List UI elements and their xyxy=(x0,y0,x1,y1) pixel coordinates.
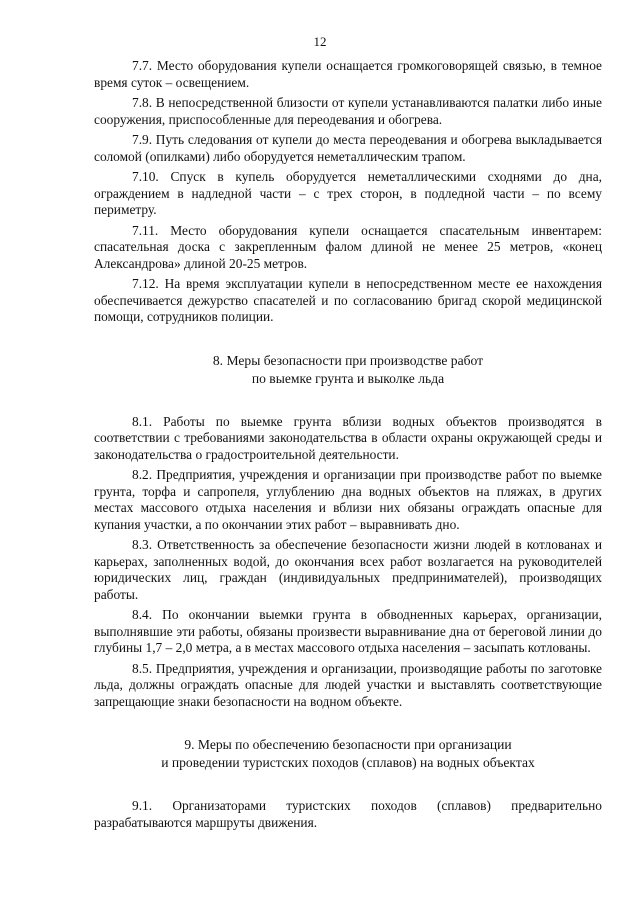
section-8-heading-line-1: 8. Меры безопасности при производстве работ xyxy=(212,352,484,368)
paragraph-7-10: 7.10. Спуск в купель оборудуется неметаллическими сходнями до дна, ограждением в надледной части – с трех сторон, в подледной части – по всему периметру. xyxy=(94,169,602,217)
section-8-heading-line-2: по выемке грунта и выколке льда xyxy=(251,370,445,386)
paragraph-7-9: 7.9. Путь следования от купели до места переодевания и обогрева выкладывается соломой (опилками) либо оборудуется неметаллическим трапом. xyxy=(94,132,602,164)
paragraph-7-7: 7.7. Место оборудования купели оснащается громкоговорящей связью, в темное время суток – освещением. xyxy=(94,58,602,90)
paragraph-8-1: 8.1. Работы по выемке грунта вблизи водных объектов производятся в соответствии с требованиями законодательства в области охраны окружающей среды и законодательства о градостроительной деятельности. xyxy=(94,413,602,462)
paragraph-7-8: 7.8. В непосредственной близости от купели устанавливаются палатки либо иные сооружения, приспособленные для переодевания и обогрева. xyxy=(94,95,602,127)
paragraph-8-2: 8.2. Предприятия, учреждения и организации при производстве работ по выемке грунта, торфа и сапропеля, углублению дна водных объектов на пляжах, в других местах массового отдыха населения и вблизи них обязаны ограждать опасные для купания участки, а по окончании этих работ – выравнивать дно. xyxy=(94,467,602,532)
page-number: 12 xyxy=(313,34,327,49)
section-9-heading-line-2: и проведении туристских походов (сплавов) на водных объектах xyxy=(161,755,535,770)
section-8-heading xyxy=(94,352,602,388)
paragraph-7-11: 7.11. Место оборудования купели оснащается спасательным инвентарем: спасательная доска с закрепленным фалом длиной не менее 25 метров, «конец Александрова» длиной 20-25 метров. xyxy=(94,222,602,271)
document-body xyxy=(94,58,602,835)
section-9-heading xyxy=(94,736,602,772)
paragraph-8-3: 8.3. Ответственность за обеспечение безопасности жизни людей в котлованах и карьерах, заполненных водой, до окончания всех работ возлагается на руководителей юридических лиц, граждан (индивидуальных предпринимателей), производящих работы. xyxy=(94,537,602,602)
section-9-heading-line-1: 9. Меры по обеспечению безопасности при организации xyxy=(184,737,512,752)
paragraph-8-4: 8.4. По окончании выемки грунта в обводненных карьерах, организации, выполнявшие эти работы, обязаны произвести выравнивание дна от береговой линии до глубины 1,7 – 2,0 метра, а в местах массового отдыха населения – засыпать котлованы. xyxy=(94,607,602,655)
paragraph-7-12: 7.12. На время эксплуатации купели в непосредственном месте ее нахождения обеспечивается дежурство спасателей и по согласованию бригад скорой медицинской помощи, сотрудников полиции. xyxy=(94,276,602,324)
paragraph-9-1: 9.1. Организаторами туристских походов (сплавов) предварительно разрабатываются маршруты движения. xyxy=(94,798,602,830)
paragraph-8-5: 8.5. Предприятия, учреждения и организации, производящие работы по заготовке льда, должны ограждать опасные для людей участки и выставлять соответствующие запрещающие знаки безопасности на водном объекте. xyxy=(94,660,602,709)
